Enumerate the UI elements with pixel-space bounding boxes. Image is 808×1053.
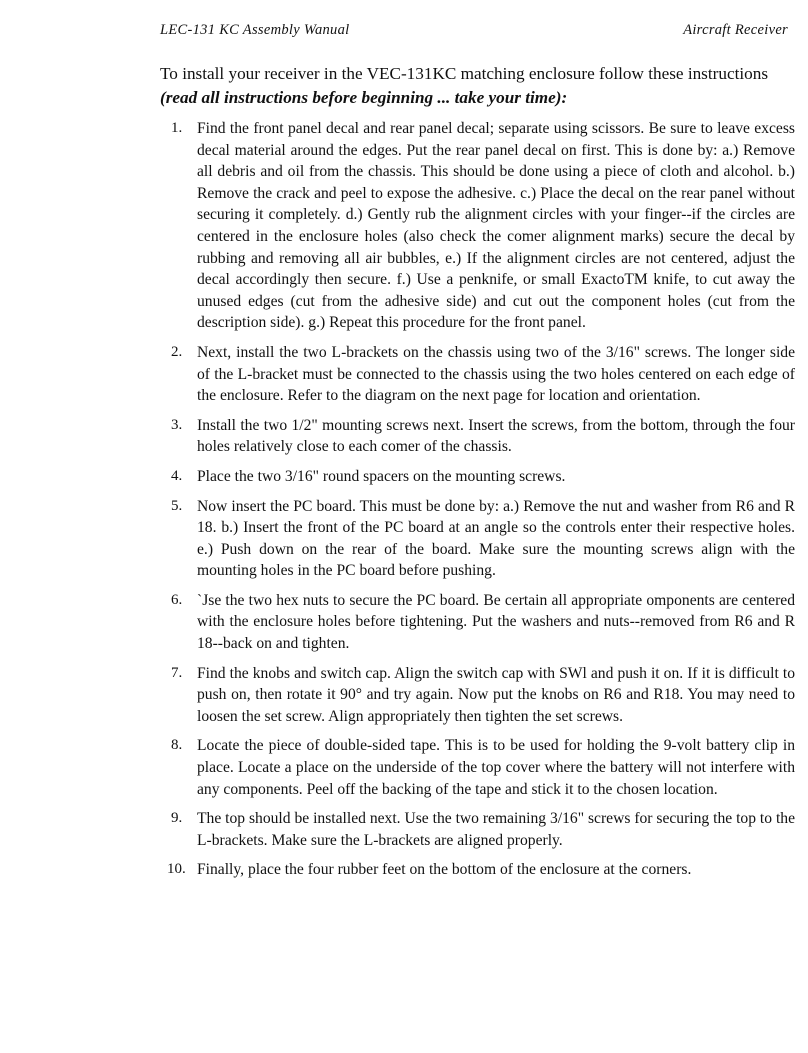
step-number: 5. — [171, 497, 183, 514]
step-text: Finally, place the four rubber feet on the bottom of the enclosure at the corners. — [197, 861, 692, 879]
list-item — [163, 735, 795, 800]
step-text: Install the two 1/2" mounting screws next. Insert the screws, from the bottom, through the four holes relatively close to each comer of the chassis. — [197, 416, 795, 456]
intro-emphasis: (read all instructions before beginning ... take your time): — [160, 88, 568, 107]
list-item — [163, 415, 795, 458]
step-number: 3. — [171, 416, 183, 433]
list-item — [163, 663, 795, 728]
step-text: Next, install the two L-brackets on the chassis using two of the 3/16" screws. The longer side of the L-bracket must be connected to the chassis using the two holes centered on each edge of the enclosure. Refer to the diagram on the next page for location and orientation. — [197, 343, 795, 405]
list-item — [163, 466, 795, 488]
list-item — [163, 496, 795, 582]
header-product-name: Aircraft Receiver — [683, 22, 788, 38]
instruction-list — [163, 118, 795, 889]
list-item — [163, 590, 795, 655]
list-item — [163, 808, 795, 851]
step-number: 9. — [171, 810, 183, 827]
step-number: 2. — [171, 343, 183, 360]
step-number: 4. — [171, 467, 183, 484]
list-item — [163, 342, 795, 407]
step-number: 10. — [167, 861, 186, 878]
list-item — [163, 118, 795, 334]
step-text: Locate the piece of double-sided tape. This is to be used for holding the 9-volt battery clip in place. Locate a place on the underside of the top cover where the battery will not interfere with any components. Peel off the backing of the tape and stick it to the chosen location. — [197, 737, 795, 798]
step-text: Place the two 3/16" round spacers on the mounting screws. — [197, 467, 566, 485]
intro-text: To install your receiver in the VEC-131KC matching enclosure follow these instructions — [160, 64, 769, 83]
step-text: The top should be installed next. Use the two remaining 3/16" screws for securing the top to the L-brackets. Make sure the L-brackets are aligned properly. — [197, 810, 795, 849]
step-number: 1. — [171, 120, 183, 136]
step-number: 7. — [171, 664, 183, 681]
step-text: `Jse the two hex nuts to secure the PC board. Be certain all appropriate omponents are centered with the enclosure holes before tightening. Put the washers and nuts--removed from R6 and R 18--back on and tighten. — [197, 591, 795, 653]
step-text: Find the knobs and switch cap. Align the switch cap with SWl and push it on. If it is difficult to push on, then rotate it 90° and try again. Now put the knobs on R6 and R18. You may need to loosen the set screw. Align appropriately then tighten the set screws. — [197, 664, 795, 725]
list-item — [163, 859, 795, 881]
step-text: Find the front panel decal and rear panel decal; separate using scissors. Be sure to leave excess decal material around the edges. Put the rear panel decal on first. This is done by: a.) Remove all debris and oil from the chassis. This should be done using a piece of cloth and alcohol. b.) Remove the crack and peel to expose the adhesive. c.) Place the decal on the rear panel without securing it completely. d.) Gently rub the alignment circles with your finger--if the circles are centered in the enclosure holes (also check the comer alignment marks) secure the decal by rubbing and removing all air bubbles, e.) If the alignment circles are not centered, adjust the decal accordingly then secure. f.) Use a penknife, or small ExactoTM knife, to cut away the unused edges (cut from the adhesive side) and cut out the component holes (cut from the description side). g.) Repeat this procedure for the front panel. — [197, 120, 795, 332]
step-text: Now insert the PC board. This must be done by: a.) Remove the nut and washer from R6 and R 18. b.) Insert the front of the PC board at an angle so the controls enter their respective holes. e.) Push down on the rear of the board. Make sure the mounting screws align with the mounting holes in the PC board before pushing. — [197, 497, 795, 580]
header-manual-title: LEC-131 KC Assembly Wanual — [160, 22, 350, 38]
step-number: 6. — [171, 591, 183, 608]
step-number: 8. — [171, 737, 183, 754]
intro-paragraph — [160, 62, 792, 110]
